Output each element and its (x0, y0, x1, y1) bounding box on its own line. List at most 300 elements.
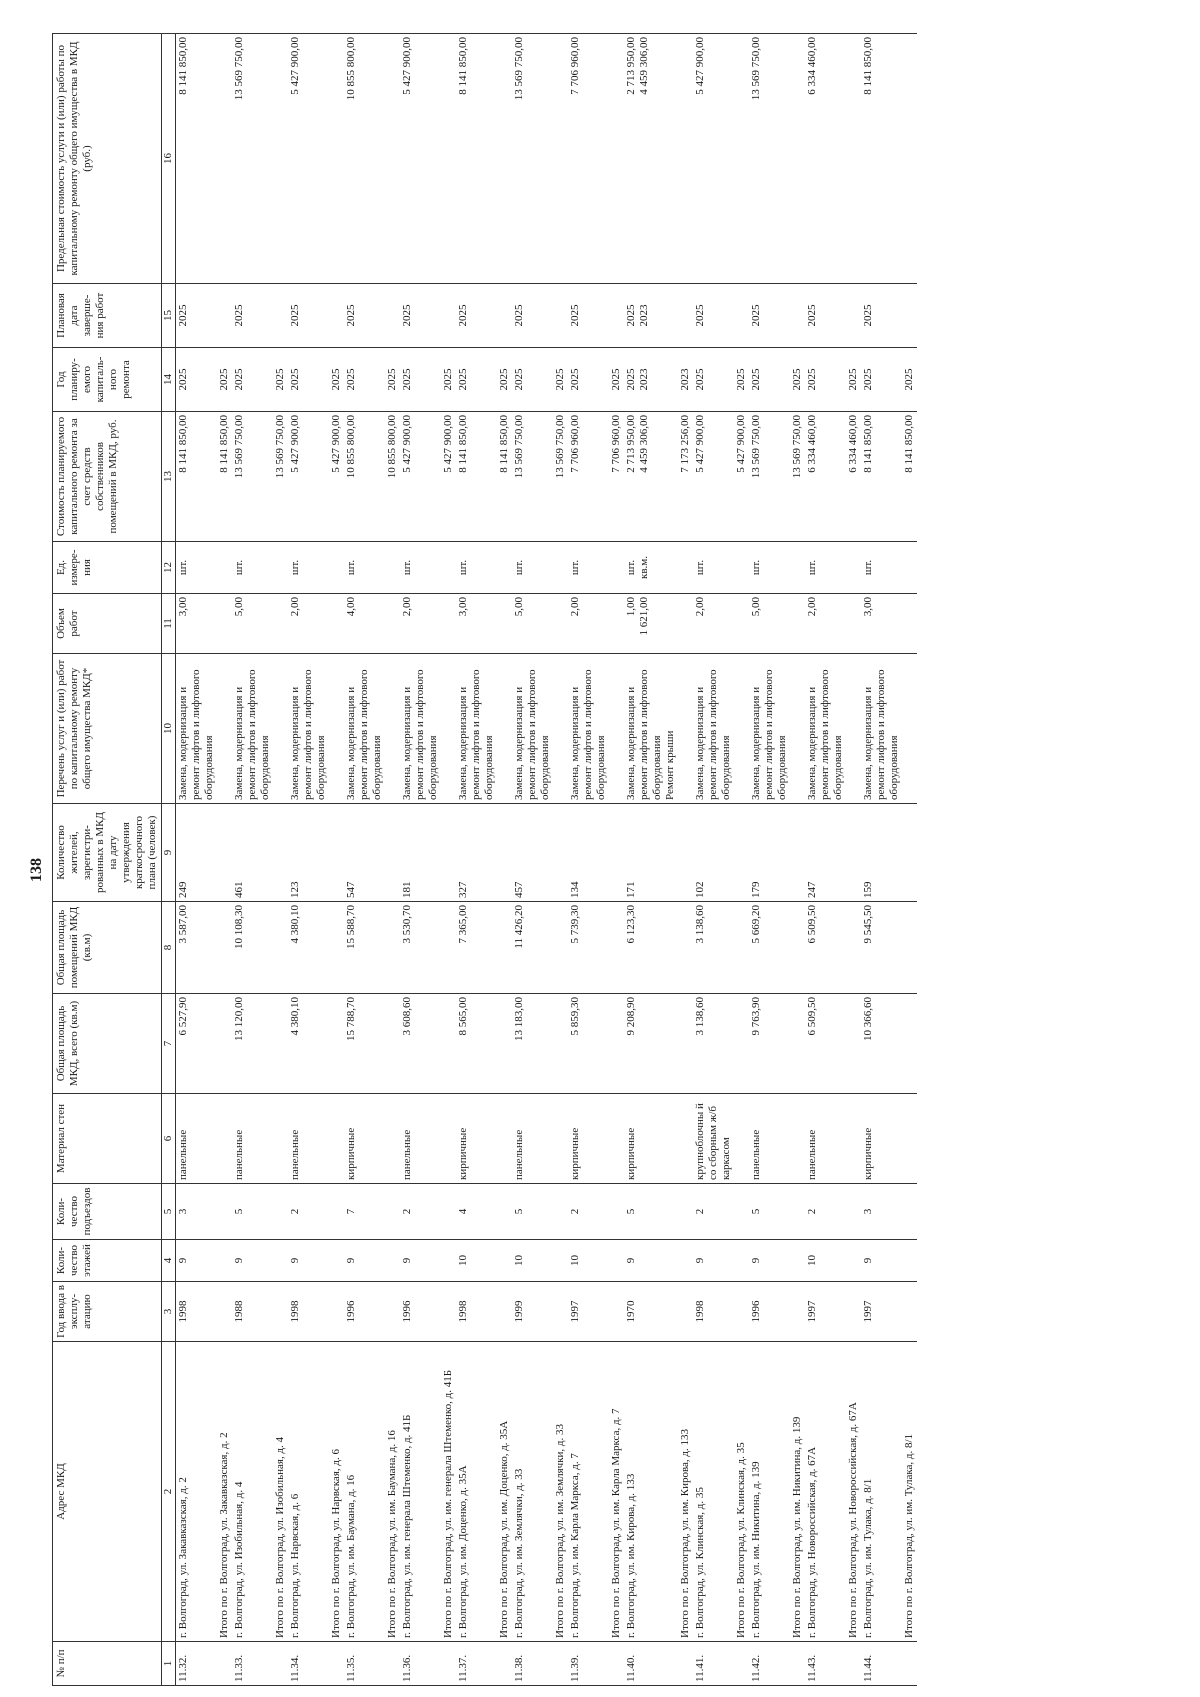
empty-cell (846, 1094, 861, 1184)
total-row (790, 34, 805, 1686)
entrances-count: 5 (624, 1184, 678, 1240)
empty-cell (846, 994, 861, 1094)
wall-material: крупноблочны й со сборным ж/б каркасом (693, 1094, 734, 1184)
empty-cell (217, 654, 232, 804)
empty-cell (553, 594, 568, 654)
work-name-cell (232, 654, 273, 804)
column-number: 1 (162, 1642, 176, 1686)
repair-year: 2025 (401, 368, 413, 391)
entrances-count: 2 (288, 1184, 329, 1240)
limit-cost: 8 141 850,00 (457, 37, 469, 95)
repair-year: 2025 (233, 368, 245, 391)
commission-year: 1997 (805, 1282, 846, 1342)
address-cell: г. Волгоград, ул. им. Тулака, д. 8/1 (861, 1342, 902, 1642)
work-volume: 5,00 (233, 597, 245, 617)
empty-cell (553, 1240, 568, 1282)
empty-cell (329, 1240, 344, 1282)
work-unit-cell (288, 542, 329, 594)
total-cost: 13 569 750,00 (553, 412, 568, 542)
empty-cell (678, 1240, 693, 1282)
end-date-cell (624, 284, 678, 348)
work-cost-cell (624, 412, 678, 542)
empty-cell (385, 284, 400, 348)
empty-cell (441, 994, 456, 1094)
empty-cell (217, 902, 232, 994)
work-volume-cell (456, 594, 497, 654)
work-cost: 10 855 800,00 (345, 415, 357, 479)
column-header: Количество жителей, зарегистри-рованных в МКД на дату утверждения краткосрочного плана (человек) (53, 804, 162, 902)
work-cost: 13 569 750,00 (233, 415, 245, 479)
repair-year: 2025 (569, 368, 581, 391)
work-name: Замена, модернизация и ремонт лифтов и лифтового оборудования (625, 669, 663, 800)
limit-cost: 7 706 960,00 (569, 37, 581, 95)
repair-year-cell (344, 348, 385, 412)
address-cell: г. Волгоград, ул. Закавказская, д. 2 (176, 1342, 218, 1642)
floors-count: 10 (512, 1240, 553, 1282)
empty-cell (609, 34, 624, 284)
row-number: 11.34. (288, 1642, 329, 1686)
total-label: Итого по г. Волгоград, ул. им. Никитина, д. 139 (790, 1342, 805, 1642)
commission-year: 1998 (693, 1282, 734, 1342)
work-cost-cell (749, 412, 790, 542)
empty-cell (441, 594, 456, 654)
entrances-count: 2 (693, 1184, 734, 1240)
work-volume-cell (288, 594, 329, 654)
empty-cell (846, 804, 861, 902)
repair-table (52, 33, 917, 1686)
column-number: 10 (162, 654, 176, 804)
work-cost-cell (288, 412, 329, 542)
empty-cell (329, 594, 344, 654)
row-number: 11.35. (344, 1642, 385, 1686)
row-number: 11.44. (861, 1642, 902, 1686)
work-name-cell (288, 654, 329, 804)
empty-cell (329, 804, 344, 902)
empty-cell (441, 1184, 456, 1240)
total-year: 2025 (329, 348, 344, 412)
repair-year-cell (805, 348, 846, 412)
limit-cost: 13 569 750,00 (233, 37, 245, 101)
empty-cell (329, 1184, 344, 1240)
address-cell: г. Волгоград, ул. им. Баумана, д. 16 (344, 1342, 385, 1642)
total-area: 5 859,30 (568, 994, 609, 1094)
empty-cell (273, 542, 288, 594)
empty-cell (734, 1642, 749, 1686)
work-cost: 8 141 850,00 (457, 415, 469, 473)
work-cost-cell (693, 412, 734, 542)
limit-cost: 6 334 460,00 (806, 37, 818, 95)
end-date-cell (456, 284, 497, 348)
work-unit-cell (624, 542, 678, 594)
total-label: Итого по г. Волгоград, ул. Клинская, д. 35 (734, 1342, 749, 1642)
end-date: 2025 (625, 304, 637, 327)
capital-repair-register (52, 34, 1172, 1686)
empty-cell (385, 542, 400, 594)
empty-cell (790, 1282, 805, 1342)
entrances-count: 2 (568, 1184, 609, 1240)
empty-cell (609, 994, 624, 1094)
end-date: 2025 (345, 304, 357, 327)
total-row (609, 34, 624, 1686)
total-label: Итого по г. Волгоград, ул. им. Баумана, д. 16 (385, 1342, 400, 1642)
empty-cell (217, 1642, 232, 1686)
work-volume-cell (344, 594, 385, 654)
total-year: 2025 (217, 348, 232, 412)
empty-cell (734, 284, 749, 348)
empty-cell (497, 654, 512, 804)
total-year: 2025 (846, 348, 861, 412)
rooms-area: 5 739,30 (568, 902, 609, 994)
residents-count: 249 (176, 804, 218, 902)
work-unit-cell (456, 542, 497, 594)
floors-count: 9 (749, 1240, 790, 1282)
work-name-cell (624, 654, 678, 804)
total-row (678, 34, 693, 1686)
table-row (400, 34, 441, 1686)
empty-cell (553, 1642, 568, 1686)
end-date-cell (693, 284, 734, 348)
total-label: Итого по г. Волгоград, ул. Нарвская, д. 6 (329, 1342, 344, 1642)
column-header: Стоимость планируемого капитального ремонта за счет средств собственников помещений в МКД, руб. (53, 412, 162, 542)
total-year: 2023 (678, 348, 693, 412)
total-area: 10 366,60 (861, 994, 902, 1094)
total-label: Итого по г. Волгоград, ул. им. Тулака, д. 8/1 (902, 1342, 917, 1642)
work-name-cell (344, 654, 385, 804)
column-header: Год ввода в эксплу-атацию (53, 1282, 162, 1342)
empty-cell (678, 1184, 693, 1240)
header-row (53, 34, 162, 1686)
limit-cost-cell (288, 34, 329, 284)
rooms-area: 7 365,00 (456, 902, 497, 994)
work-unit-cell (568, 542, 609, 594)
residents-count: 457 (512, 804, 553, 902)
column-header: Объем работ (53, 594, 162, 654)
empty-cell (329, 284, 344, 348)
work-volume: 1,00 (625, 597, 637, 617)
limit-cost-cell (861, 34, 902, 284)
empty-cell (553, 994, 568, 1094)
column-number: 9 (162, 804, 176, 902)
repair-year-cell (749, 348, 790, 412)
work-unit: шт. (513, 559, 525, 576)
work-name-cell (176, 654, 218, 804)
commission-year: 1998 (288, 1282, 329, 1342)
end-date-cell (176, 284, 218, 348)
table-row (232, 34, 273, 1686)
empty-cell (902, 902, 917, 994)
total-row (273, 34, 288, 1686)
work-unit: шт. (750, 559, 762, 576)
column-number: 3 (162, 1282, 176, 1342)
limit-cost: 13 569 750,00 (750, 37, 762, 101)
empty-cell (902, 1642, 917, 1686)
work-name: Замена, модернизация и ремонт лифтов и лифтового оборудования (862, 669, 900, 800)
total-year: 2025 (273, 348, 288, 412)
floors-count: 9 (288, 1240, 329, 1282)
work-cost: 8 141 850,00 (177, 415, 189, 473)
end-date: 2025 (457, 304, 469, 327)
empty-cell (790, 1642, 805, 1686)
empty-cell (273, 1642, 288, 1686)
empty-cell (846, 654, 861, 804)
row-number: 11.32. (176, 1642, 218, 1686)
repair-year-cell (176, 348, 218, 412)
total-year: 2025 (441, 348, 456, 412)
column-number-row (162, 34, 176, 1686)
empty-cell (846, 902, 861, 994)
empty-cell (217, 1282, 232, 1342)
work-volume-cell (861, 594, 902, 654)
empty-cell (497, 1240, 512, 1282)
work-name: Замена, модернизация и ремонт лифтов и лифтового оборудования (513, 669, 551, 800)
empty-cell (678, 1094, 693, 1184)
address-cell: г. Волгоград, ул. им. Землячки, д. 33 (512, 1342, 553, 1642)
commission-year: 1997 (861, 1282, 902, 1342)
empty-cell (385, 34, 400, 284)
limit-cost: 13 569 750,00 (513, 37, 525, 101)
empty-cell (273, 994, 288, 1094)
limit-cost-cell (512, 34, 553, 284)
residents-count: 134 (568, 804, 609, 902)
work-cost-cell (456, 412, 497, 542)
address-cell: г. Волгоград, ул. Нарвская, д. 6 (288, 1342, 329, 1642)
empty-cell (734, 1240, 749, 1282)
total-year: 2025 (497, 348, 512, 412)
empty-cell (902, 1282, 917, 1342)
total-label: Итого по г. Волгоград, ул. Новороссийская, д. 67А (846, 1342, 861, 1642)
work-cost-cell (568, 412, 609, 542)
work-unit-cell (749, 542, 790, 594)
total-cost: 7 706 960,00 (609, 412, 624, 542)
empty-cell (678, 1642, 693, 1686)
empty-cell (846, 284, 861, 348)
page-number: 138 (28, 858, 45, 882)
limit-cost: 8 141 850,00 (862, 37, 874, 95)
total-area: 8 565,00 (456, 994, 497, 1094)
work-name: Замена, модернизация и ремонт лифтов и лифтового оборудования (569, 669, 607, 800)
floors-count: 9 (176, 1240, 218, 1282)
total-row (217, 34, 232, 1686)
work-volume-cell (749, 594, 790, 654)
rooms-area: 4 380,10 (288, 902, 329, 994)
floors-count: 10 (456, 1240, 497, 1282)
end-date: 2025 (513, 304, 525, 327)
work-unit: шт. (569, 559, 581, 576)
empty-cell (553, 284, 568, 348)
empty-cell (385, 1642, 400, 1686)
work-name: Ремонт крыши (664, 730, 676, 800)
empty-cell (734, 804, 749, 902)
work-volume-cell (176, 594, 218, 654)
residents-count: 547 (344, 804, 385, 902)
limit-cost-cell (400, 34, 441, 284)
total-area: 9 208,90 (624, 994, 678, 1094)
work-unit: шт. (457, 559, 469, 576)
empty-cell (734, 1184, 749, 1240)
work-cost-cell (805, 412, 846, 542)
work-volume: 1 621,00 (638, 597, 650, 636)
total-label: Итого по г. Волгоград, ул. Закавказская, д. 2 (217, 1342, 232, 1642)
empty-cell (902, 1094, 917, 1184)
work-volume-cell (805, 594, 846, 654)
limit-cost-cell (749, 34, 790, 284)
empty-cell (497, 284, 512, 348)
entrances-count: 7 (344, 1184, 385, 1240)
column-number: 11 (162, 594, 176, 654)
work-cost: 13 569 750,00 (513, 415, 525, 479)
residents-count: 247 (805, 804, 846, 902)
rooms-area: 10 108,30 (232, 902, 273, 994)
repair-year: 2025 (694, 368, 706, 391)
empty-cell (441, 1282, 456, 1342)
work-volume: 2,00 (694, 597, 706, 617)
limit-cost: 4 459 306,00 (638, 37, 650, 95)
work-cost: 7 706 960,00 (569, 415, 581, 473)
repair-year: 2023 (638, 368, 650, 391)
empty-cell (385, 1184, 400, 1240)
work-name-cell (400, 654, 441, 804)
work-cost: 8 141 850,00 (862, 415, 874, 473)
row-number: 11.36. (400, 1642, 441, 1686)
empty-cell (553, 654, 568, 804)
rooms-area: 11 426,20 (512, 902, 553, 994)
work-cost-cell (861, 412, 902, 542)
empty-cell (609, 804, 624, 902)
empty-cell (734, 654, 749, 804)
column-number: 16 (162, 34, 176, 284)
work-volume: 2,00 (289, 597, 301, 617)
entrances-count: 5 (512, 1184, 553, 1240)
total-cost: 10 855 800,00 (385, 412, 400, 542)
total-year: 2025 (553, 348, 568, 412)
total-year: 2025 (734, 348, 749, 412)
total-cost: 13 569 750,00 (790, 412, 805, 542)
repair-year: 2025 (862, 368, 874, 391)
total-row (329, 34, 344, 1686)
rooms-area: 3 138,60 (693, 902, 734, 994)
wall-material: кирпичные (568, 1094, 609, 1184)
end-date: 2025 (401, 304, 413, 327)
row-number: 11.43. (805, 1642, 846, 1686)
commission-year: 1970 (624, 1282, 678, 1342)
entrances-count: 3 (861, 1184, 902, 1240)
empty-cell (902, 34, 917, 284)
work-volume-cell (624, 594, 678, 654)
repair-year: 2025 (345, 368, 357, 391)
total-label: Итого по г. Волгоград, ул. им. генерала Штеменко, д. 41Б (441, 1342, 456, 1642)
empty-cell (273, 1240, 288, 1282)
total-area: 3 138,60 (693, 994, 734, 1094)
total-cost: 5 427 900,00 (734, 412, 749, 542)
work-cost-cell (400, 412, 441, 542)
end-date: 2025 (750, 304, 762, 327)
empty-cell (441, 1094, 456, 1184)
table-row (805, 34, 846, 1686)
column-header: Коли-чество этажей (53, 1240, 162, 1282)
empty-cell (678, 284, 693, 348)
empty-cell (497, 1282, 512, 1342)
wall-material: панельные (749, 1094, 790, 1184)
empty-cell (217, 1094, 232, 1184)
table-body (176, 34, 918, 1686)
work-volume: 5,00 (750, 597, 762, 617)
table-row (861, 34, 902, 1686)
floors-count: 10 (568, 1240, 609, 1282)
work-unit-cell (400, 542, 441, 594)
row-number: 11.42. (749, 1642, 790, 1686)
repair-year: 2025 (177, 368, 189, 391)
empty-cell (497, 1642, 512, 1686)
work-name: Замена, модернизация и ремонт лифтов и лифтового оборудования (694, 669, 732, 800)
end-date: 2025 (806, 304, 818, 327)
work-cost-cell (176, 412, 218, 542)
entrances-count: 2 (400, 1184, 441, 1240)
table-row (693, 34, 734, 1686)
total-label: Итого по г. Волгоград, ул. им. Кирова, д. 133 (678, 1342, 693, 1642)
table-row (176, 34, 218, 1686)
empty-cell (846, 594, 861, 654)
commission-year: 1996 (749, 1282, 790, 1342)
total-label: Итого по г. Волгоград, ул. им. Землячки, д. 33 (553, 1342, 568, 1642)
column-header: Плановая дата заверше-ния работ (53, 284, 162, 348)
repair-year-cell (288, 348, 329, 412)
entrances-count: 3 (176, 1184, 218, 1240)
empty-cell (385, 994, 400, 1094)
end-date-cell (232, 284, 273, 348)
empty-cell (902, 1184, 917, 1240)
commission-year: 1996 (400, 1282, 441, 1342)
empty-cell (790, 542, 805, 594)
end-date: 2025 (177, 304, 189, 327)
column-number: 2 (162, 1342, 176, 1642)
empty-cell (790, 284, 805, 348)
empty-cell (734, 902, 749, 994)
empty-cell (385, 1240, 400, 1282)
total-label: Итого по г. Волгоград, ул. им. Карла Маркса, д. 7 (609, 1342, 624, 1642)
repair-year-cell (512, 348, 553, 412)
work-cost-cell (232, 412, 273, 542)
rooms-area: 6 509,50 (805, 902, 846, 994)
limit-cost: 2 713 950,00 (625, 37, 637, 95)
empty-cell (734, 542, 749, 594)
total-cost: 13 569 750,00 (273, 412, 288, 542)
work-volume: 3,00 (862, 597, 874, 617)
empty-cell (609, 284, 624, 348)
empty-cell (273, 902, 288, 994)
floors-count: 9 (624, 1240, 678, 1282)
empty-cell (734, 1282, 749, 1342)
empty-cell (497, 34, 512, 284)
work-unit-cell (232, 542, 273, 594)
work-name: Замена, модернизация и ремонт лифтов и лифтового оборудования (233, 669, 271, 800)
total-cost: 7 173 256,00 (678, 412, 693, 542)
address-cell: г. Волгоград, ул. им. Доценко, д. 35А (456, 1342, 497, 1642)
work-name: Замена, модернизация и ремонт лифтов и лифтового оборудования (345, 669, 383, 800)
empty-cell (441, 284, 456, 348)
empty-cell (217, 1184, 232, 1240)
residents-count: 179 (749, 804, 790, 902)
empty-cell (273, 1184, 288, 1240)
empty-cell (497, 804, 512, 902)
address-cell: г. Волгоград, ул. Изобильная, д. 4 (232, 1342, 273, 1642)
empty-cell (553, 902, 568, 994)
column-header: Ед. измере-ния (53, 542, 162, 594)
work-volume: 3,00 (177, 597, 189, 617)
empty-cell (609, 1094, 624, 1184)
total-area: 9 763,90 (749, 994, 790, 1094)
floors-count: 10 (805, 1240, 846, 1282)
total-cost: 8 141 850,00 (217, 412, 232, 542)
